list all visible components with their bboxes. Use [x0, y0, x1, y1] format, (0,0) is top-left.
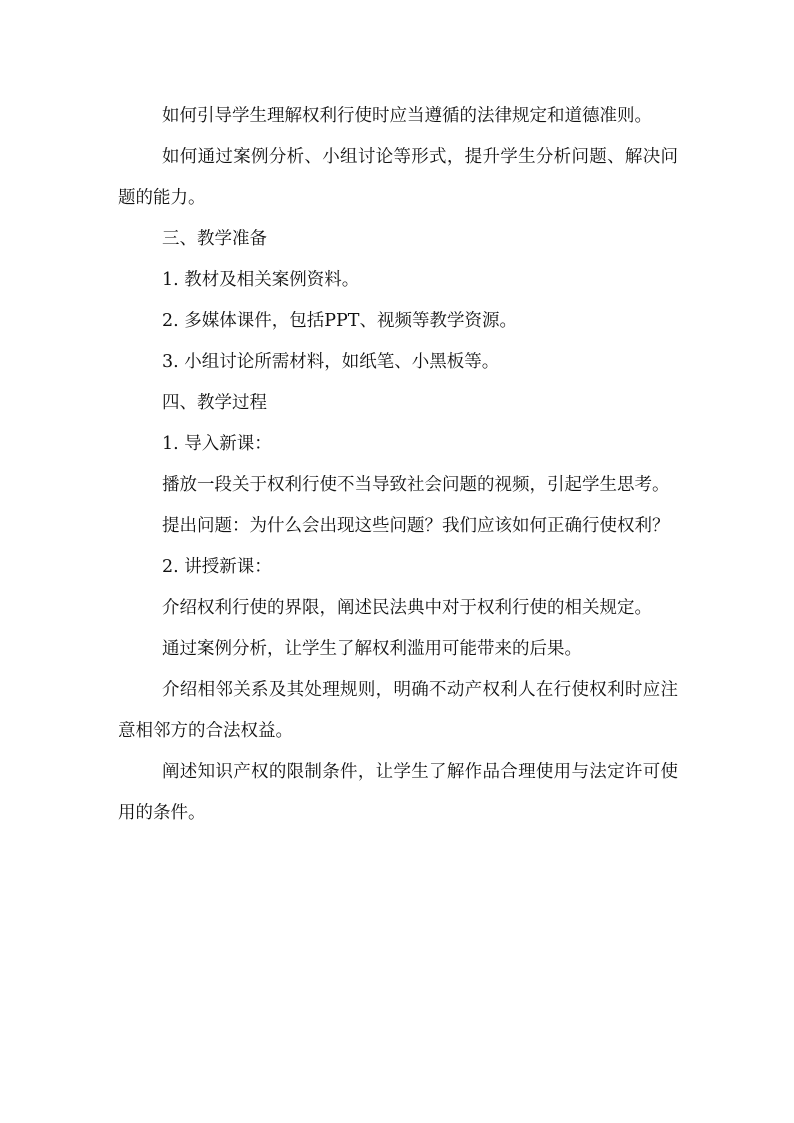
paragraph-play-video: 播放一段关于权利行使不当导致社会问题的视频，引起学生思考。 [162, 475, 670, 495]
paragraph-case-analysis: 如何通过案例分析、小组讨论等形式，提升学生分析问题、解决问题的能力。 [118, 147, 678, 208]
heading-teaching-process: 四、教学过程 [162, 393, 267, 413]
paragraph-guide-rights-law: 如何引导学生理解权利行使时应当遵循的法律规定和道德准则。 [162, 106, 652, 126]
heading-teaching-preparation: 三、教学准备 [162, 229, 267, 249]
subheading-introduction: 1. 导入新课： [162, 434, 272, 454]
paragraph-rights-abuse: 通过案例分析，让学生了解权利滥用可能带来的后果。 [162, 639, 582, 659]
list-item-prep-1: 1. 教材及相关案例资料。 [162, 270, 360, 290]
paragraph-rights-boundaries: 介绍权利行使的界限，阐述民法典中对于权利行使的相关规定。 [162, 598, 652, 618]
document-body [118, 96, 678, 834]
list-item-prep-2: 2. 多媒体课件，包括PPT、视频等教学资源。 [162, 311, 517, 331]
paragraph-raise-question: 提出问题：为什么会出现这些问题？我们应该如何正确行使权利？ [162, 516, 670, 536]
subheading-new-lesson: 2. 讲授新课： [162, 557, 272, 577]
list-item-prep-3: 3. 小组讨论所需材料，如纸笔、小黑板等。 [162, 352, 500, 372]
paragraph-ip-limitations: 阐述知识产权的限制条件，让学生了解作品合理使用与法定许可使用的条件。 [118, 762, 678, 823]
paragraph-neighbor-relations: 介绍相邻关系及其处理规则，明确不动产权利人在行使权利时应注意相邻方的合法权益。 [118, 680, 678, 741]
